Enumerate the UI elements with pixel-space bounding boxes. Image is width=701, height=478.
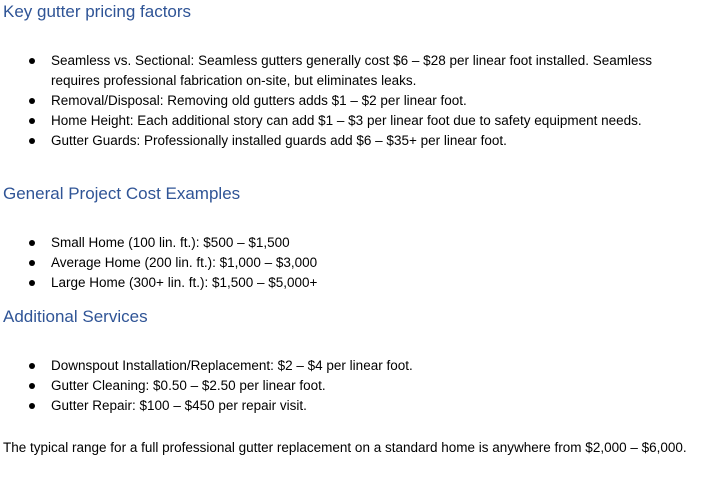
heading-additional-services: Additional Services (3, 307, 148, 326)
project-cost-examples-list (0, 233, 701, 293)
bullet-icon (29, 260, 35, 266)
list-item-text: Downspout Installation/Replacement: $2 – $4 per linear foot. (51, 358, 413, 373)
additional-services-list (0, 356, 701, 416)
list-item-text: Gutter Repair: $100 – $450 per repair visit. (51, 398, 307, 413)
list-item-text: Small Home (100 lin. ft.): $500 – $1,500 (51, 235, 290, 250)
list-item-text: Average Home (200 lin. ft.): $1,000 – $3,000 (51, 255, 318, 270)
list-item (0, 273, 701, 293)
closing-paragraph: The typical range for a full professional gutter replacement on a standard home is anywhere from $2,000 – $6,000. (3, 440, 687, 455)
list-item-text: Seamless vs. Sectional: Seamless gutters generally cost $6 – $28 per linear foot installed. Seamless requires professional fabrication on-site, but eliminates leaks. (51, 53, 653, 88)
bullet-icon (29, 280, 35, 286)
list-item (0, 131, 701, 151)
bullet-icon (29, 118, 35, 124)
list-item-text: Removal/Disposal: Removing old gutters adds $1 – $2 per linear foot. (51, 93, 467, 108)
heading-key-gutter-pricing-factors: Key gutter pricing factors (3, 2, 192, 21)
bullet-icon (29, 58, 35, 64)
heading-general-project-cost-examples: General Project Cost Examples (3, 184, 241, 203)
list-item-text: Large Home (300+ lin. ft.): $1,500 – $5,000+ (51, 275, 318, 290)
list-item (0, 111, 701, 131)
list-item (0, 91, 701, 111)
list-item (0, 376, 701, 396)
list-item (0, 396, 701, 416)
bullet-icon (29, 383, 35, 389)
bullet-icon (29, 363, 35, 369)
list-item-text: Home Height: Each additional story can add $1 – $3 per linear foot due to safety equipment needs. (51, 113, 642, 128)
list-item (0, 356, 701, 376)
list-item-text: Gutter Cleaning: $0.50 – $2.50 per linear foot. (51, 378, 326, 393)
list-item (0, 233, 701, 253)
list-item (0, 253, 701, 273)
bullet-icon (29, 240, 35, 246)
pricing-factors-list (0, 51, 701, 151)
list-item-text: Gutter Guards: Professionally installed guards add $6 – $35+ per linear foot. (51, 133, 507, 148)
bullet-icon (29, 98, 35, 104)
bullet-icon (29, 403, 35, 409)
list-item (0, 51, 701, 91)
bullet-icon (29, 138, 35, 144)
